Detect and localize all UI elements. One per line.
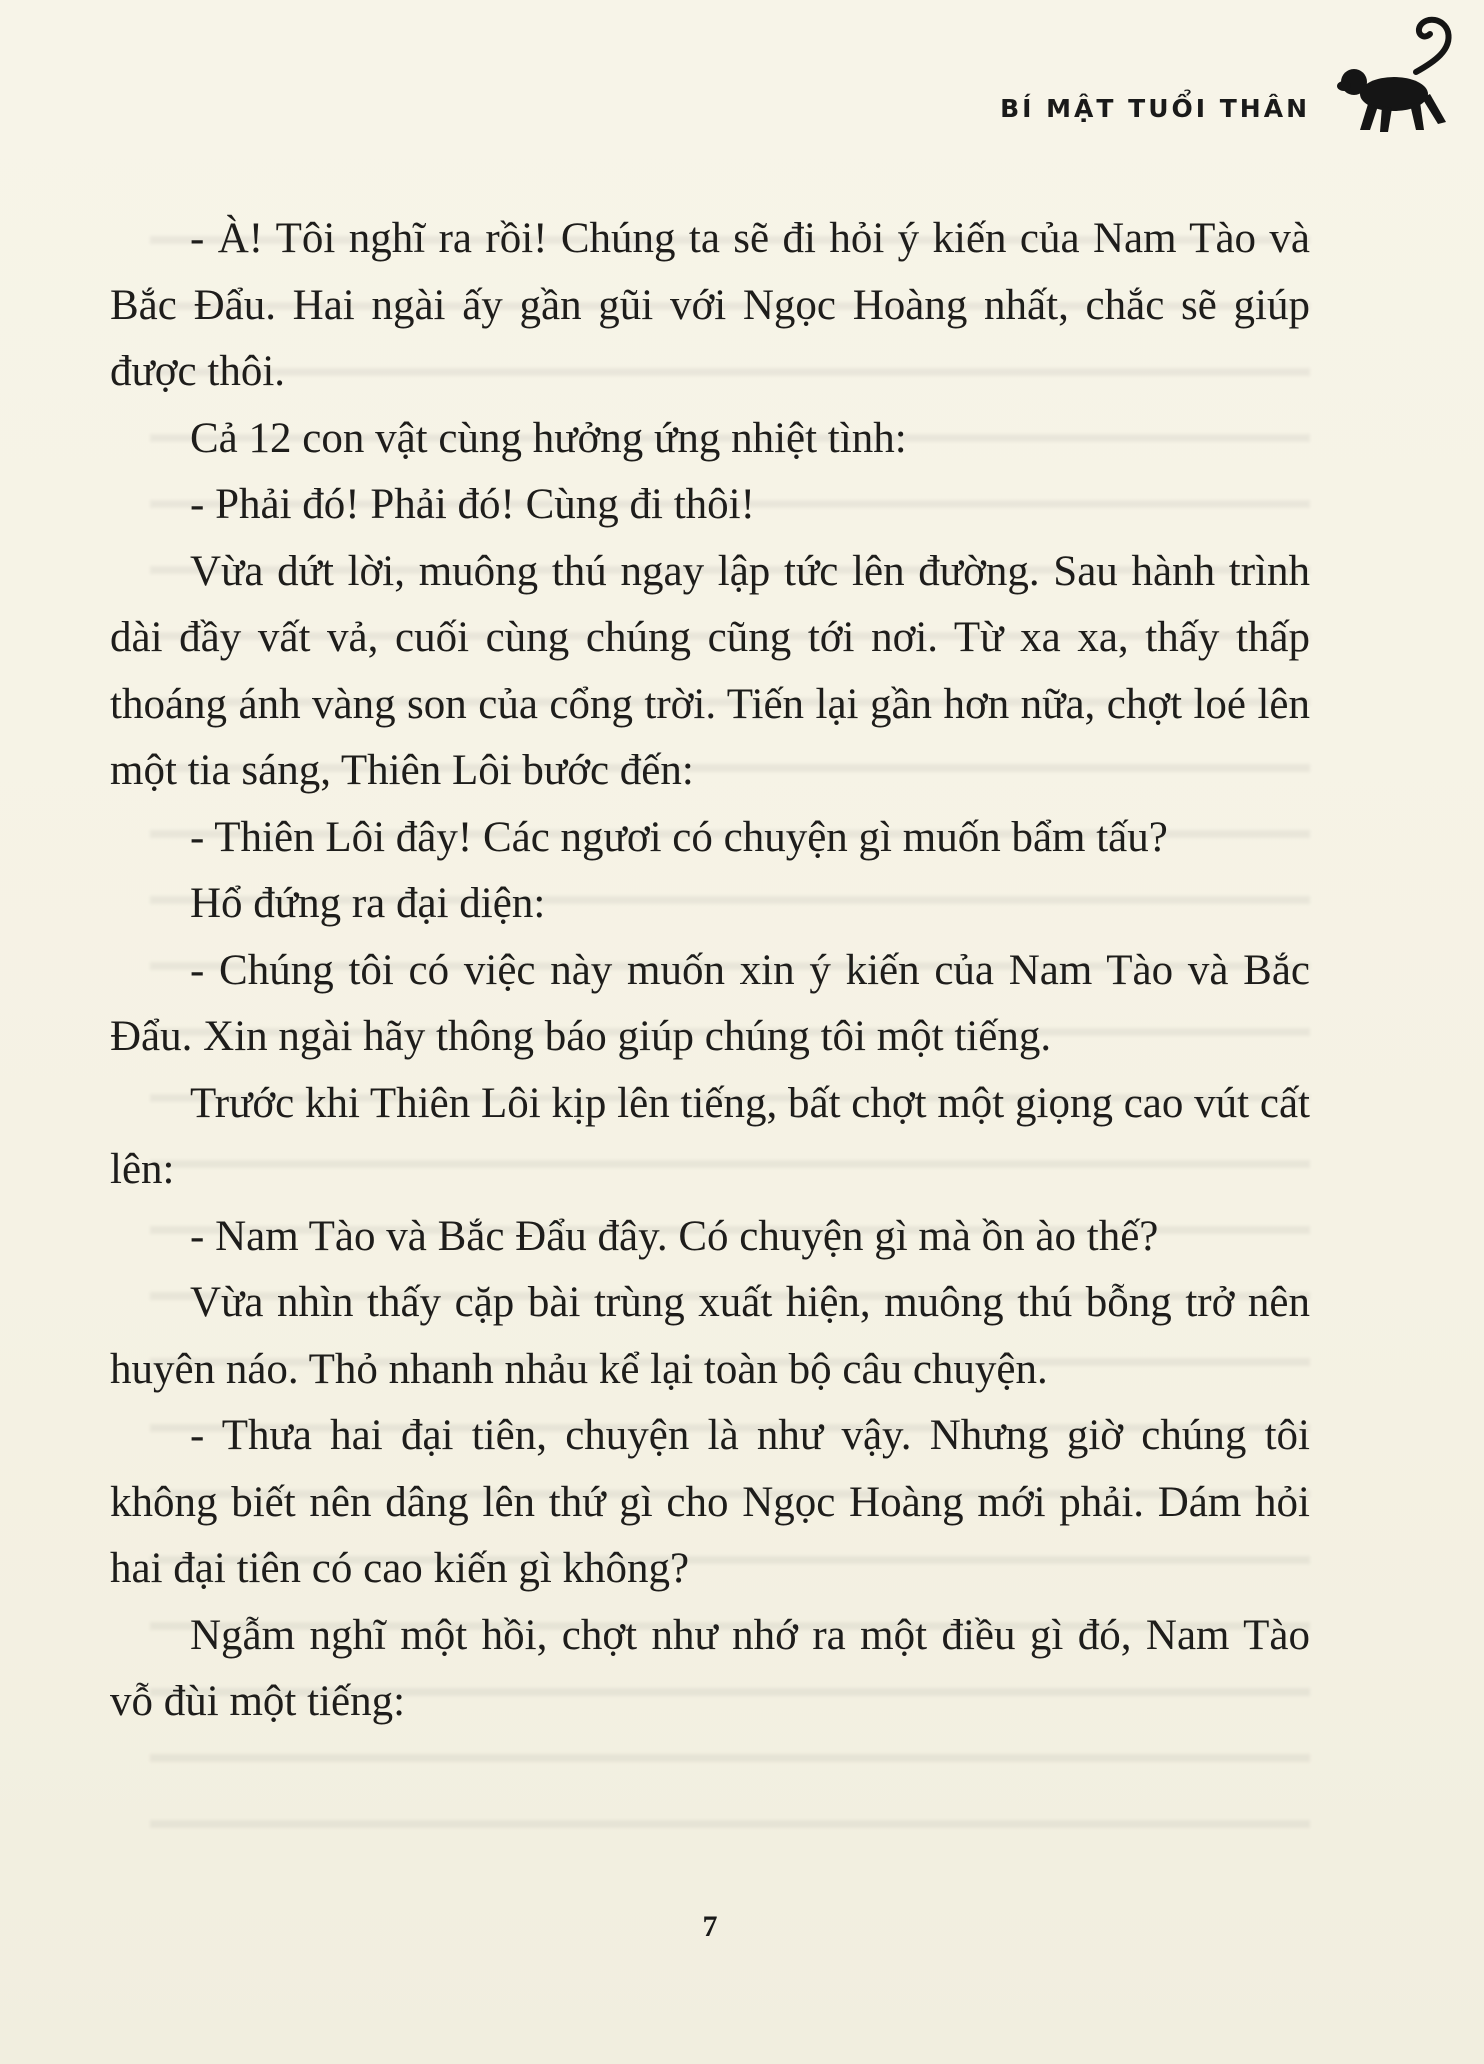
running-title: BÍ MẬT TUỔI THÂN — [1000, 94, 1310, 123]
paragraph: - Chúng tôi có việc này muốn xin ý kiến của Nam Tào và Bắc Đẩu. Xin ngài hãy thông báo giúp chúng tôi một tiếng. — [110, 946, 1310, 1060]
paragraph: - À! Tôi nghĩ ra rồi! Chúng ta sẽ đi hỏi ý kiến của Nam Tào và Bắc Đẩu. Hai ngài ấy gần gũi với Ngọc Hoàng nhất, chắc sẽ giúp được thôi. — [110, 215, 1310, 395]
paragraph: - Thiên Lôi đây! Các ngươi có chuyện gì muốn bẩm tấu? — [190, 813, 1168, 861]
body-text — [110, 206, 1310, 1736]
paragraph: Vừa dứt lời, muông thú ngay lập tức lên đường. Sau hành trình dài đầy vất vả, cuối cùng chúng cũng tới nơi. Từ xa xa, thấy thấp thoáng ánh vàng son của cổng trời. Tiến lại gần hơn nữa, chợt loé lên một tia sáng, Thiên Lôi bước đến: — [110, 547, 1310, 794]
page-number: 7 — [702, 1910, 718, 1943]
paragraph: Trước khi Thiên Lôi kịp lên tiếng, bất chợt một giọng cao vút cất lên: — [110, 1079, 1310, 1193]
paragraph: Hổ đứng ra đại diện: — [190, 880, 546, 927]
paragraph: - Phải đó! Phải đó! Cùng đi thôi! — [190, 481, 755, 528]
paragraph: - Thưa hai đại tiên, chuyện là như vậy. Nhưng giờ chúng tôi không biết nên dâng lên thứ gì cho Ngọc Hoàng mới phải. Dám hỏi hai đại tiên có cao kiến gì không? — [110, 1412, 1310, 1592]
monkey-icon — [1324, 12, 1464, 142]
paragraph: Vừa nhìn thấy cặp bài trùng xuất hiện, muông thú bỗng trở nên huyên náo. Thỏ nhanh nhảu kể lại toàn bộ câu chuyện. — [110, 1279, 1310, 1393]
paragraph: Cả 12 con vật cùng hưởng ứng nhiệt tình: — [190, 414, 907, 462]
paragraph: - Nam Tào và Bắc Đẩu đây. Có chuyện gì mà ồn ào thế? — [190, 1212, 1159, 1260]
paragraph: Ngẫm nghĩ một hồi, chợt như nhớ ra một điều gì đó, Nam Tào vỗ đùi một tiếng: — [110, 1611, 1310, 1725]
